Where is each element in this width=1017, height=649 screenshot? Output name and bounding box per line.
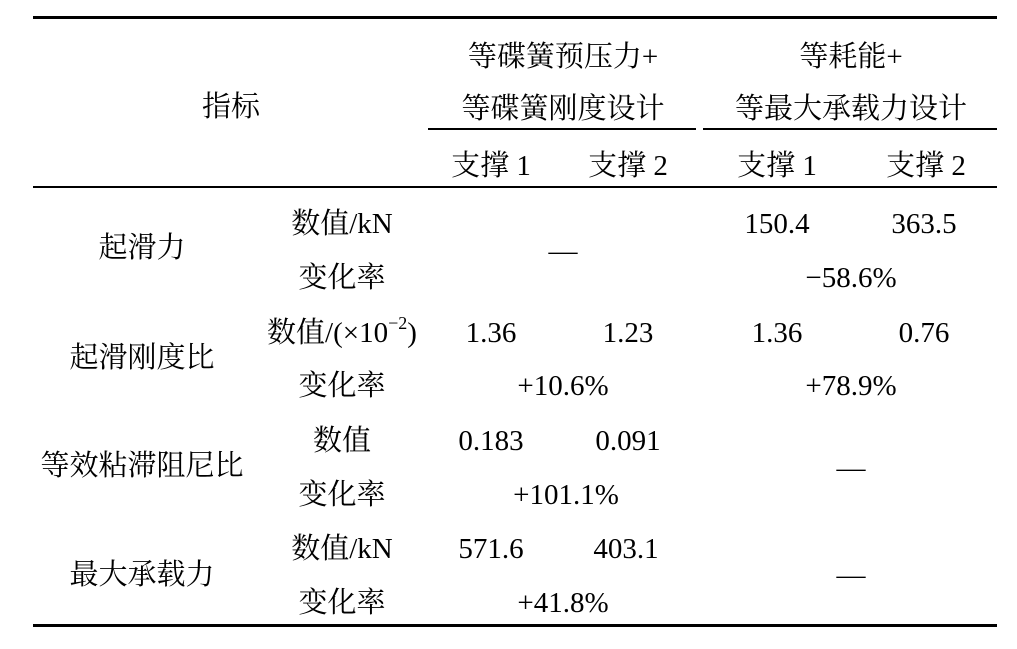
row2-g1-rate: +10.6% <box>517 370 609 402</box>
row4-metric-rate: 变化率 <box>298 587 386 619</box>
row4-g1-rate: +41.8% <box>517 587 609 619</box>
row4-g2-value: — <box>836 559 866 591</box>
row4-metric-value: 数值/kN <box>291 533 393 565</box>
row1-g2-s1: 150.4 <box>744 208 810 240</box>
row-name-max-bearing-capacity: 最大承载力 <box>69 559 215 591</box>
row3-g2-value: — <box>836 452 866 484</box>
row2-g1-s1: 1.36 <box>465 317 517 349</box>
header-sub-g1-s2: 支撑 2 <box>588 150 668 182</box>
row2-g2-rate: +78.9% <box>805 370 897 402</box>
row2-metric-exponent: −2 <box>388 313 408 334</box>
row2-g1-s2: 1.23 <box>602 317 654 349</box>
header-group1-line1: 等碟簧预压力+ <box>467 41 659 73</box>
header-sub-g2-s1: 支撑 1 <box>737 150 817 182</box>
row-name-slip-stiffness-ratio: 起滑刚度比 <box>69 342 215 374</box>
row1-g2-rate: −58.6% <box>805 262 897 294</box>
row2-g2-s2: 0.76 <box>898 317 950 349</box>
row2-metric-rate: 变化率 <box>298 370 386 402</box>
header-sub-g2-s2: 支撑 2 <box>886 150 966 182</box>
row2-metric-value: 数值$/(\times 10^{-2})$ <box>267 313 417 349</box>
top-rule <box>33 16 997 19</box>
row1-g2-s2: 363.5 <box>891 208 957 240</box>
row3-g1-rate: +101.1% <box>513 479 619 511</box>
row-name-equivalent-damping-ratio: 等效粘滞阻尼比 <box>40 450 244 482</box>
row3-metric-rate: 变化率 <box>298 479 386 511</box>
header-group2-line2: 等最大承载力设计 <box>734 93 968 125</box>
row1-metric-rate: 变化率 <box>298 262 386 294</box>
row3-g1-s2: 0.091 <box>595 425 661 457</box>
row4-g1-s2: 403.1 <box>593 533 659 565</box>
header-bottom-rule <box>33 186 997 188</box>
bottom-rule <box>33 624 997 627</box>
group2-underline <box>703 128 997 130</box>
header-sub-g1-s1: 支撑 1 <box>451 150 531 182</box>
row4-g1-s1: 571.6 <box>458 533 524 565</box>
row1-metric-value: 数值/kN <box>291 208 393 240</box>
row2-g2-s1: 1.36 <box>751 317 803 349</box>
row1-g1-value: — <box>548 235 578 267</box>
header-indicator: 指标 <box>201 91 261 123</box>
header-group1-line2: 等碟簧刚度设计 <box>461 93 665 125</box>
row-name-slip-force: 起滑力 <box>98 232 186 264</box>
group1-underline <box>428 128 696 130</box>
header-group2-line1: 等耗能+ <box>799 41 903 73</box>
row3-g1-s1: 0.183 <box>458 425 524 457</box>
row3-metric-value: 数值 <box>312 425 372 457</box>
